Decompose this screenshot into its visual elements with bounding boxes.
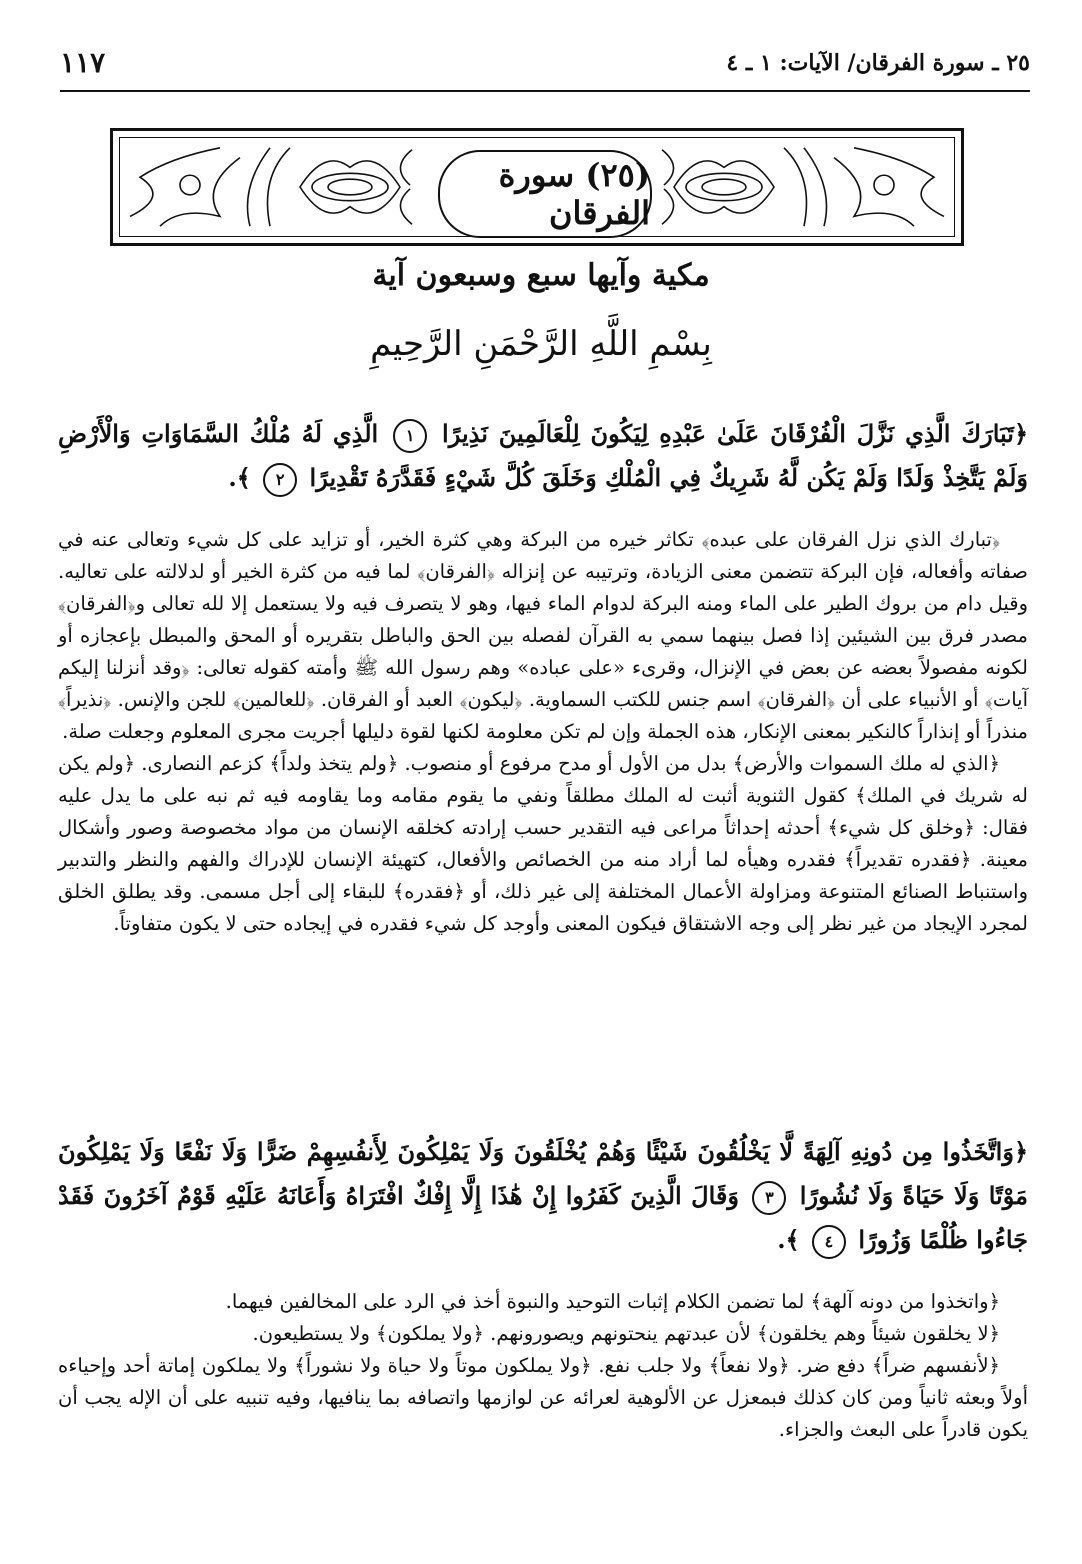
commentary-paragraph: ﴿الذي له ملك السموات والأرض﴾ بدل من الأول أو مدح مرفوع أو منصوب. ﴿ولم يتخذ ولداً﴾ كزعم النصارى. ﴿ولم يكن له شريك في الملك﴾ كقول الثنوية أثبت له الملك مطلقاً ونفي ما يقوم مقامه وما يقاومه فيه ثم نبه على ما يدل عليه فقال: ﴿وخلق كل شيء﴾ أحدثه إحداثاً مراعى فيه التقدير حسب إرادته كخلقه الإنسان من مواد مخصوصة وصور وأشكال معينة. ﴿فقدره تقديراً﴾ فقدره وهيأه لما أراد منه من الخصائص والأفعال، كتهيئة الإنسان للإدراك والفهم والنظر والتدبير واستنباط الصنائع المتنوعة ومزاولة الأعمال المختلفة إلى غير ذلك، أو ﴿فقدره﴾ للبقاء إلى أجل مسمى. وقد يطلق الخلق لمجرد الإيجاد من غير نظر إلى وجه الاشتقاق فيكون المعنى وأوجد كل شيء فقدره في إيجاده حتى لا يكون متفاوتاً.	[58, 752, 1028, 935]
commentary-paragraph: ﴿تبارك الذي نزل الفرقان على عبده﴾ تكاثر خيره من البركة وهي كثرة الخير، أو تزايد على كل شيء وتعالى عنه في صفاته وأفعاله، فإن البركة تتضمن معنى الزيادة، وترتيبه عن إنزاله ﴿الفرقان﴾ لما فيه من كثرة الخير أو لدلالته على تعاليه. وقيل دام من بروك الطير على الماء ومنه البركة لدوام الماء فيها، وهو لا يتصرف فيه ولا يستعمل إلا لله تعالى و﴿الفرقان﴾ مصدر فرق بين الشيئين إذا فصل بينهما سمي به القرآن لفصله بين الحق والباطل بتقريره أو المحق والمبطل بإعجازه أو لكونه مفصولاً بعضه عن بعض في الإنزال، وقرىء «على عباده» وهم رسول الله ﷺ وأمته كقوله تعالى: ﴿وقد أنزلنا إليكم آيات﴾ أو الأنبياء على أن ﴿الفرقان﴾ اسم جنس للكتب السماوية. ﴿ليكون﴾ العبد أو الفرقان. ﴿للعالمين﴾ للجن والإنس. ﴿نذيراً﴾ منذراً أو إنذاراً كالنكير بمعنى الإنكار، هذه الجملة وإن لم تكن معلومة لكنها لقوة دليلها أجريت مجرى المعلوم وجعلت صلة.	[58, 528, 1028, 743]
running-header	[60, 44, 1030, 92]
verse-number-marker: ١	[393, 419, 427, 453]
verse-number-marker: ٢	[263, 463, 297, 497]
verse-4-text: وَقَالَ الَّذِينَ كَفَرُوا إِنْ هَٰذَا إِلَّا إِفْكٌ افْتَرَاهُ وَأَعَانَهُ عَلَيْهِ قَوْمٌ آخَرُونَ فَقَدْ جَاءُوا ظُلْمًا وَزُورًا	[58, 1181, 1028, 1254]
page-number: ١١٧	[60, 46, 106, 79]
commentary-paragraph: ﴿واتخذوا من دونه آلهة﴾ لما تضمن الكلام إثبات التوحيد والنبوة أخذ في الرد على المخالفين فيهما.	[225, 1290, 1000, 1313]
verses-block-2	[58, 1130, 1028, 1262]
commentary-paragraph: ﴿لا يخلقون شيئاً وهم يخلقون﴾ لأن عبدتهم ينحتونهم ويصورونهم. ﴿ولا يملكون﴾ ولا يستطيعون.	[252, 1322, 1000, 1345]
banner-inner-border	[119, 137, 955, 237]
commentary-paragraph: ﴿لأنفسهم ضراً﴾ دفع ضر. ﴿ولا نفعاً﴾ ولا جلب نفع. ﴿ولا يملكون موتاً ولا حياة ولا نشوراً﴾ ولا يملكون إماتة أحد وإحياءه أولاً وبعثه ثانياً ومن كان كذلك فبمعزل عن الألوهية لعرائه عن لوازمها واتصافه بما ينافيها، وفيه تنبيه على أن الإله يجب أن يكون قادراً على البعث والجزاء.	[58, 1354, 1028, 1441]
arabesque-ornament-right	[654, 138, 954, 236]
commentary-block-2	[58, 1286, 1028, 1446]
arabesque-ornament-left	[120, 138, 420, 236]
surah-title: (٢٥) سورة الفرقان	[498, 156, 650, 232]
surah-subtitle: مكية وآيها سبع وسبعون آية	[372, 258, 710, 293]
surah-banner	[110, 128, 964, 246]
verse-3-text: ﴿وَاتَّخَذُوا مِن دُونِهِ آلِهَةً لَّا يَخْلُقُونَ شَيْئًا وَهُمْ يُخْلَقُونَ وَلَا يَمْلِكُونَ لِأَنفُسِهِمْ ضَرًّا وَلَا نَفْعًا وَلَا يَمْلِكُونَ مَوْتًا وَلَا حَيَاةً وَلَا نُشُورًا	[58, 1137, 1028, 1210]
verse-close: ﴾.	[228, 463, 251, 492]
surah-title-cartouche	[438, 150, 652, 238]
verse-2-text: الَّذِي لَهُ مُلْكُ السَّمَاوَاتِ وَالْأَرْضِ وَلَمْ يَتَّخِذْ وَلَدًا وَلَمْ يَكُن لَّهُ شَرِيكٌ فِي الْمُلْكِ وَخَلَقَ كُلَّ شَيْءٍ فَقَدَّرَهُ تَقْدِيرًا	[58, 419, 1028, 492]
verse-close: ﴾.	[777, 1225, 800, 1254]
basmala: بِسْمِ اللَّهِ الرَّحْمَنِ الرَّحِيمِ	[370, 324, 712, 364]
verse-1-text: ﴿تَبَارَكَ الَّذِي نَزَّلَ الْفُرْقَانَ عَلَىٰ عَبْدِهِ لِيَكُونَ لِلْعَالَمِينَ نَذِيرًا	[442, 419, 1029, 448]
verse-number-marker: ٣	[752, 1181, 786, 1215]
commentary-block-1	[58, 524, 1028, 940]
verses-block-1	[58, 412, 1028, 500]
verse-number-marker: ٤	[812, 1225, 846, 1259]
running-title: ٢٥ ـ سورة الفرقان/ الآيات: ١ ـ ٤	[726, 50, 1030, 76]
